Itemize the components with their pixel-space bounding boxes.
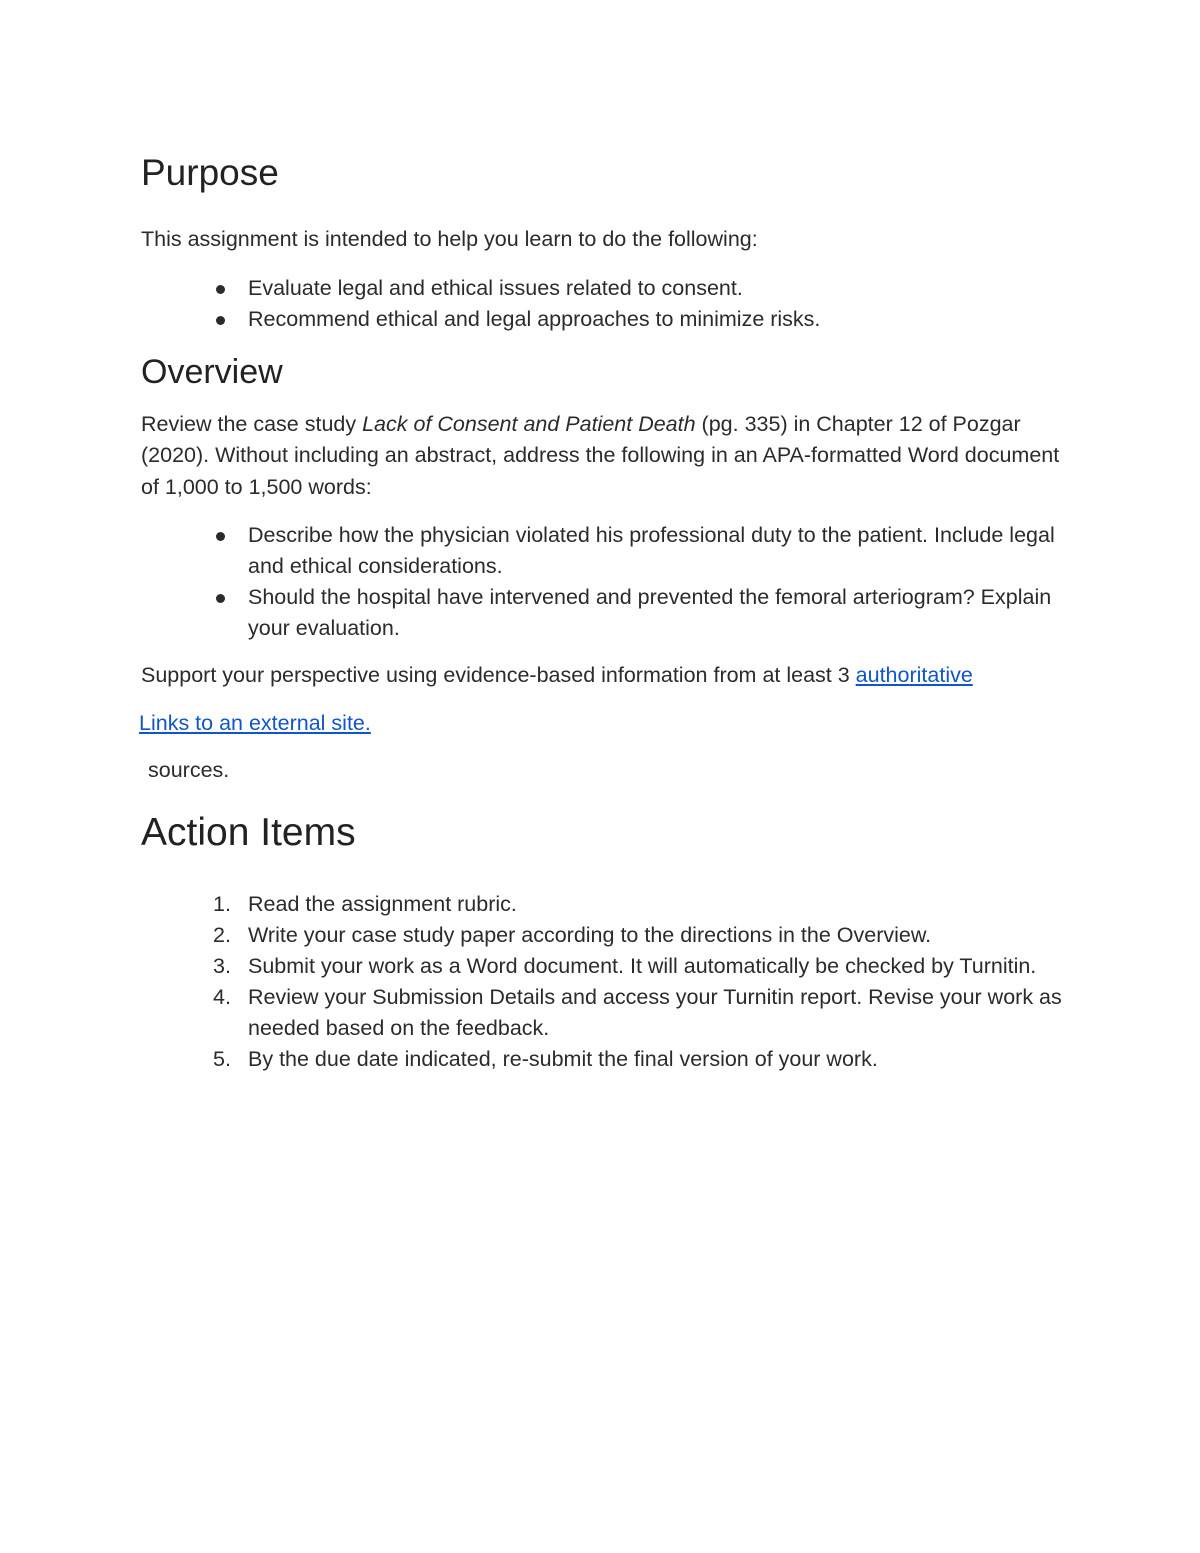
list-item xyxy=(141,520,1071,582)
list-item xyxy=(141,1044,1071,1075)
list-item xyxy=(141,273,1071,304)
action-items-heading: Action Items xyxy=(141,810,356,854)
support-paragraph xyxy=(141,660,1071,692)
list-item-text: Describe how the physician violated his professional duty to the patient. Include legal and ethical considerations. xyxy=(248,523,1055,578)
case-study-title: Lack of Consent and Patient Death xyxy=(362,411,696,436)
list-item-text: Evaluate legal and ethical issues related to consent. xyxy=(248,275,743,300)
review-text-pre: Review the case study xyxy=(141,411,363,436)
purpose-heading: Purpose xyxy=(141,152,279,193)
list-item-text: Should the hospital have intervened and prevented the femoral arteriogram? Explain your evaluation. xyxy=(248,585,1052,640)
list-number: 3. xyxy=(213,953,231,978)
list-item xyxy=(141,889,1071,920)
purpose-list xyxy=(141,273,1071,335)
list-number: 2. xyxy=(213,922,231,947)
list-item xyxy=(141,582,1071,644)
sources-text: sources. xyxy=(148,758,230,782)
document-content xyxy=(141,150,1071,1075)
bullet-icon xyxy=(216,316,225,325)
list-number: 5. xyxy=(213,1046,231,1071)
support-text: Support your perspective using evidence-based information from at least 3 xyxy=(141,663,856,687)
list-item-text: By the due date indicated, re-submit the final version of your work. xyxy=(248,1046,878,1071)
list-item-text: Submit your work as a Word document. It will automatically be checked by Turnitin. xyxy=(248,953,1037,978)
authoritative-link[interactable]: authoritative xyxy=(855,663,973,687)
overview-list xyxy=(141,520,1071,644)
list-item-text: Review your Submission Details and access your Turnitin report. Revise your work as needed based on the feedback. xyxy=(248,984,1062,1040)
overview-review-paragraph xyxy=(141,409,1071,504)
review-text-post: (pg. 335) in Chapter 12 of Pozgar (2020). Without including an abstract, address the following in an APA-formatted Word document of 1,000 to 1,500 words: xyxy=(141,411,1060,499)
action-items-list xyxy=(141,889,1071,1075)
overview-heading: Overview xyxy=(141,352,283,391)
external-site-link[interactable]: Links to an external site. xyxy=(139,710,371,735)
purpose-intro: This assignment is intended to help you learn to do the following: xyxy=(141,227,758,251)
bullet-icon xyxy=(216,594,225,603)
list-item xyxy=(141,920,1071,951)
bullet-icon xyxy=(216,532,225,541)
list-item xyxy=(141,982,1071,1044)
list-item xyxy=(141,304,1071,335)
list-item xyxy=(141,951,1071,982)
external-link-paragraph xyxy=(139,708,1071,740)
list-item-text: Read the assignment rubric. xyxy=(248,891,517,916)
list-number: 4. xyxy=(213,984,231,1009)
list-item-text: Recommend ethical and legal approaches to minimize risks. xyxy=(248,306,821,331)
list-number: 1. xyxy=(213,891,231,916)
bullet-icon xyxy=(216,285,225,294)
list-item-text: Write your case study paper according to the directions in the Overview. xyxy=(248,922,932,947)
